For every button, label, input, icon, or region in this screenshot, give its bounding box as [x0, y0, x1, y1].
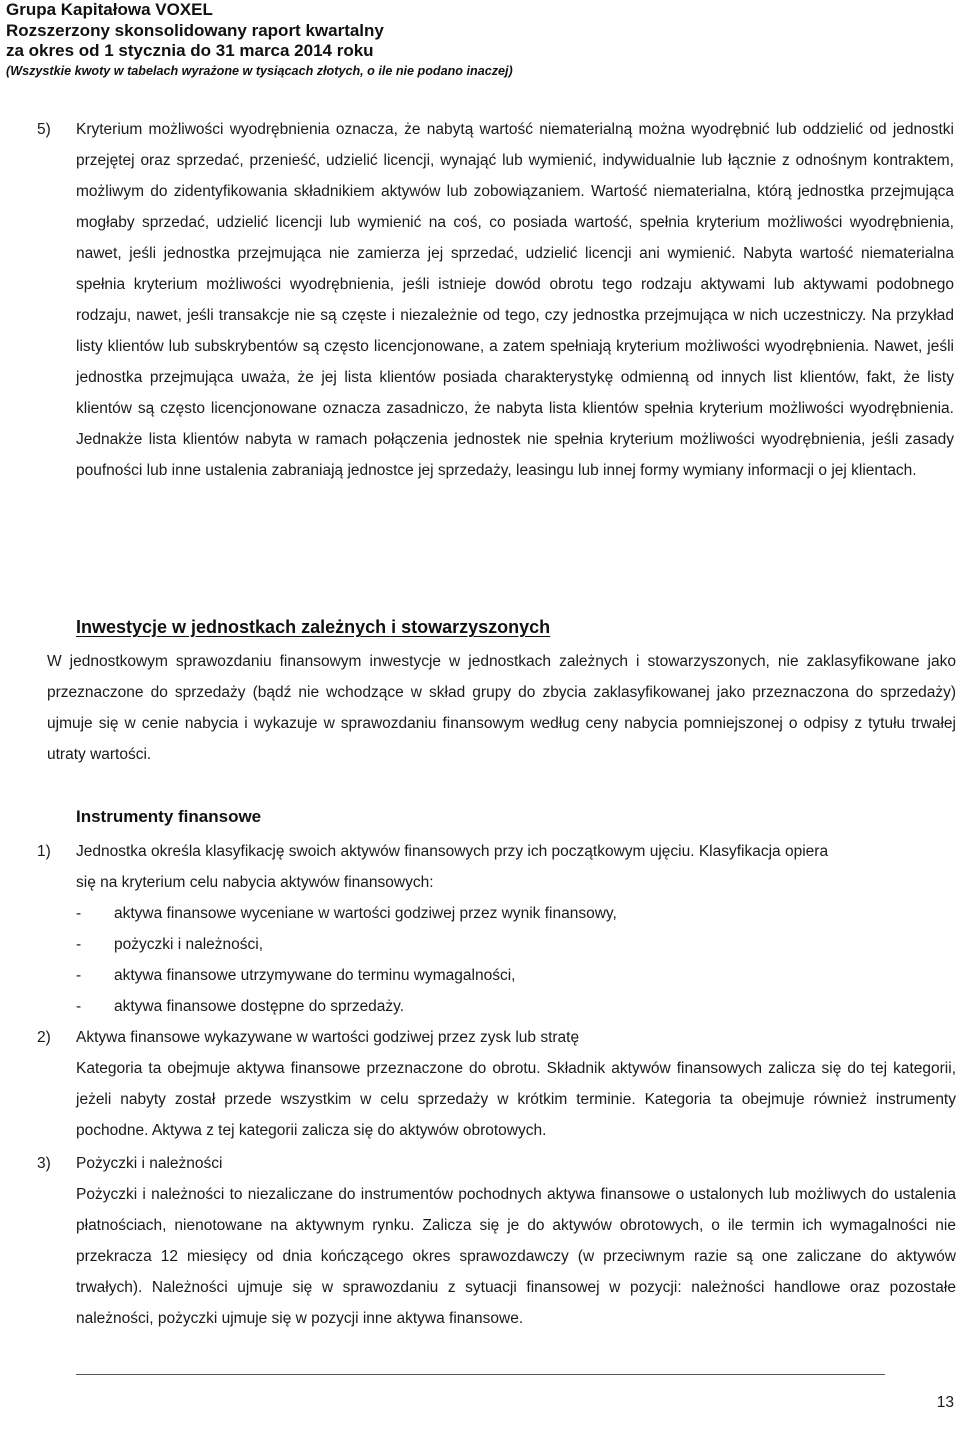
item5-paragraph: Kryterium możliwości wyodrębnienia oznacza, że nabytą wartość niematerialną można wyodrębnić lub oddzielić od jednostki przejętej oraz sprzedać, przenieść, udzielić licencji, wynająć lub wymienić, indywidualnie lub łącznie z odnośnym kontraktem, możliwym do zidentyfikowania składnikiem aktywów lub zobowiązaniem. Wartość niematerialna, którą jednostka przejmująca mogłaby sprzedać, udzielić licencji lub wymienić na coś, co posiada wartość, spełnia kryterium możliwości wyodrębnienia, nawet, jeśli jednostka przejmująca nie zamierza jej sprzedać, udzielić licencji ani wymienić. Nabyta wartość niematerialna spełnia kryterium możliwości wyodrębnienia, jeśli istnieje dowód obrotu tego rodzaju aktywami lub aktywami podobnego rodzaju, nawet, jeśli transakcje nie są częste i niezależnie od tego, czy jednostka przejmująca w nich uczestniczy. Na przykład listy klientów lub subskrybentów są często licencjonowane, a zatem spełniają kryterium możliwości wyodrębnienia. Nawet, jeśli jednostka przejmująca uważa, że jej lista klientów posiada charakterystykę odmienną od innych list klientów, fakt, że listy klientów są często licencjonowane oznacza zasadniczo, że nabyta lista klientów spełnia kryterium możliwości wyodrębnienia. Jednakże lista klientów nabyta w ramach połączenia jednostek nie spełnia kryterium możliwości wyodrębnienia, jeśli zasady poufności lub inne ustalenia zabraniają jednostce jej sprzedaży, leasingu lub innej formy wymiany informacji o jej klientach.	[76, 121, 954, 479]
instr-item2-title: Aktywa finansowe wykazywane w wartości godziwej przez zysk lub stratę	[76, 1029, 580, 1046]
amounts-note: (Wszystkie kwoty w tabelach wyrażone w tysiącach złotych, o ile nie podano inaczej)	[6, 63, 513, 78]
page-number: 13	[936, 1394, 954, 1411]
investments-heading: Inwestycje w jednostkach zależnych i stowarzyszonych	[76, 617, 551, 637]
item5-number: 5)	[37, 121, 51, 138]
instr-item2-number: 2)	[37, 1029, 51, 1046]
report-header	[6, 0, 946, 80]
list-item	[76, 991, 404, 1022]
report-period: za okres od 1 stycznia do 31 marca 2014 roku	[6, 41, 374, 60]
list-item	[76, 929, 263, 960]
report-title: Rozszerzony skonsolidowany raport kwartalny	[6, 20, 384, 40]
list-dash: -	[76, 936, 82, 953]
instr-item3-paragraph: Pożyczki i należności to niezaliczane do instrumentów pochodnych aktywa finansowe o ustalonych lub możliwych do ustalenia płatnościach, nienotowane na aktywnym rynku. Zalicza się je do aktywów obrotowych, o ile termin ich wymagalności nie przekracza 12 miesięcy od dnia kończącego okres sprawozdawczy (w przeciwnym razie są one zaliczane do aktywów trwałych). Należności ujmuje się w sprawozdaniu z sytuacji finansowej w pozycji: należności handlowe oraz pozostałe należności, pożyczki ujmuje się w pozycji inne aktywa finansowe.	[76, 1186, 956, 1327]
instr-item1-number: 1)	[37, 843, 51, 860]
instr-item1-line2: się na kryterium celu nabycia aktywów finansowych:	[76, 874, 434, 891]
instr-item2-paragraph: Kategoria ta obejmuje aktywa finansowe przeznaczone do obrotu. Składnik aktywów finansowych zalicza się do tej kategorii, jeżeli nabyty został przede wszystkim w celu sprzedaży w krótkim terminie. Kategoria ta obejmuje również instrumenty pochodne. Aktywa z tej kategorii zalicza się do aktywów obrotowych.	[76, 1060, 956, 1139]
footer-divider	[76, 1374, 885, 1375]
list-item-text: pożyczki i należności,	[114, 936, 264, 953]
list-dash: -	[76, 905, 82, 922]
instr-item3-number: 3)	[37, 1155, 51, 1172]
investments-paragraph: W jednostkowym sprawozdaniu finansowym inwestycje w jednostkach zależnych i stowarzyszonych, nie zaklasyfikowane jako przeznaczone do sprzedaży (bądź nie wchodzące w skład grupy do zbycia zaklasyfikowanej jako przeznaczona do sprzedaży) ujmuje się w cenie nabycia i wykazuje w sprawozdaniu finansowym według ceny nabycia pomniejszonej o odpisy z tytułu trwałej utraty wartości.	[47, 653, 956, 763]
list-item	[76, 898, 617, 929]
list-item-text: aktywa finansowe dostępne do sprzedaży.	[114, 998, 405, 1015]
instr-item1-line1: Jednostka określa klasyfikację swoich aktywów finansowych przy ich początkowym ujęciu. Klasyfikacja opiera	[76, 843, 829, 860]
list-item	[76, 960, 515, 991]
company-name: Grupa Kapitałowa VOXEL	[6, 0, 213, 19]
list-item-text: aktywa finansowe utrzymywane do terminu wymagalności,	[114, 967, 516, 984]
list-item-text: aktywa finansowe wyceniane w wartości godziwej przez wynik finansowy,	[114, 905, 617, 922]
list-dash: -	[76, 998, 82, 1015]
instr-item3-title: Pożyczki i należności	[76, 1155, 223, 1172]
list-dash: -	[76, 967, 82, 984]
instruments-heading: Instrumenty finansowe	[76, 807, 262, 826]
